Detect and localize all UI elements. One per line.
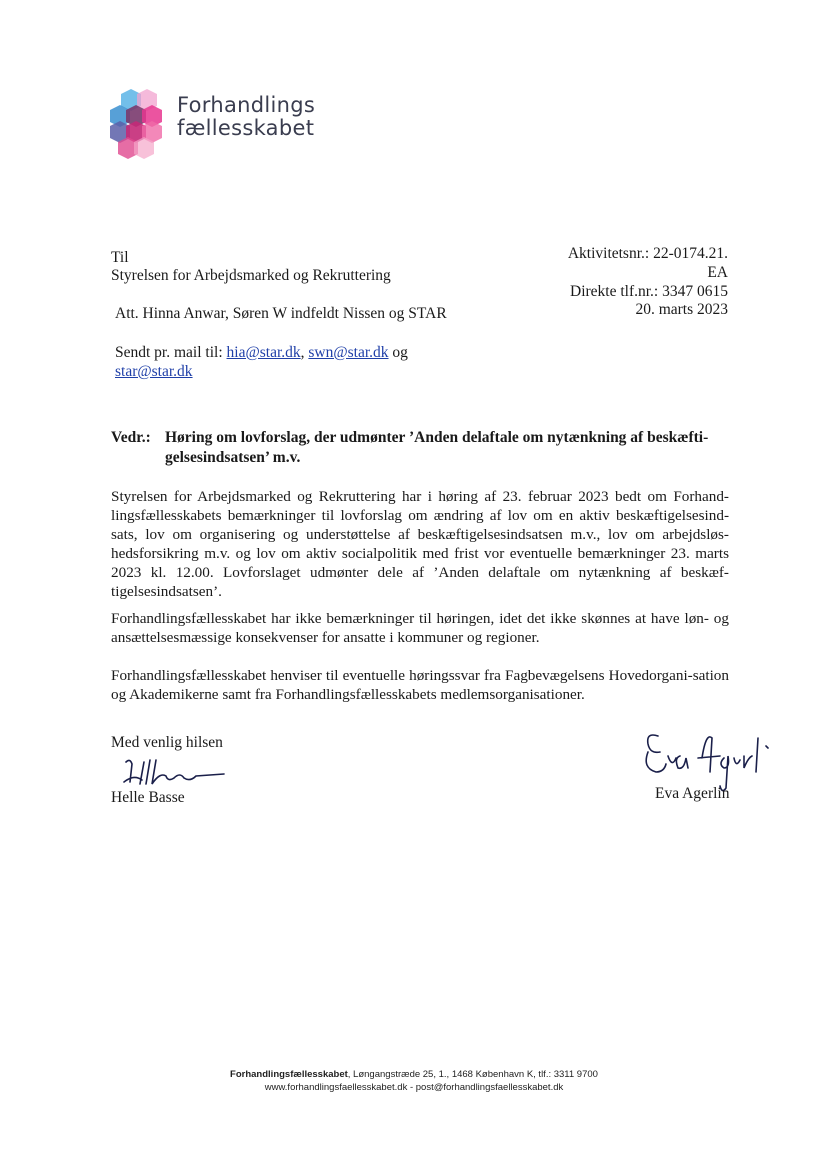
footer-org-name: Forhandlingsfællesskabet	[230, 1069, 348, 1080]
closing-greeting: Med venlig hilsen	[111, 734, 223, 751]
email-link-hia[interactable]: hia@star.dk	[226, 344, 301, 361]
sent-prefix: Sendt pr. mail til:	[115, 344, 227, 361]
footer-line-2: www.forhandlingsfaellesskabet.dk - post@forhandlingsfaellesskabet.dk	[264, 1082, 564, 1093]
signer-name-2: Eva Agerlin	[655, 785, 730, 802]
sent-by-mail-line2	[115, 362, 193, 381]
logo-wordmark	[177, 94, 315, 140]
body-paragraph-1: Styrelsen for Arbejdsmarked og Rekruttering har i høring af 23. februar 2023 bedt om Forhand-lingsfællesskabets bemærkninger til lovforslag om ændring af lov om en aktiv beskæftigelsesind-sats, lov om organisering og understøttelse af beskæftigelsesindsatsen m.v., lov om arbejdsløs-hedsforsikring m.v. og lov om aktiv socialpolitik med frist vor eventuelle bemærkninger 23. marts 2023 kl. 12.00. Lovforslaget udmønter dele af ’Anden delaftale om nytænkning af beskæf-tigelsesindsatsen’.	[111, 488, 729, 600]
logo-line2: fællesskabet	[177, 116, 315, 140]
signer-name-1: Helle Basse	[111, 789, 185, 806]
email-link-star[interactable]: star@star.dk	[115, 363, 193, 380]
hexagon-logo-icon	[107, 86, 169, 164]
letter-date: 20. marts 2023	[635, 301, 728, 318]
attention-line: Att. Hinna Anwar, Søren W indfeldt Nissen og STAR	[115, 305, 447, 322]
body-paragraph-2: Forhandlingsfællesskabet har ikke bemærkninger til høringen, idet det ikke skønnes at have løn- og ansættelsesmæssige konsekvenser for ansatte i kommuner og regioner.	[111, 610, 729, 646]
email-link-swn[interactable]: swn@star.dk	[308, 344, 389, 361]
subject-text: Høring om lovforslag, der udmønter ’Anden delaftale om nytænkning af beskæfti-gelsesindsatsen’ m.v.	[165, 429, 709, 466]
logo-line1: Forhandlings	[177, 93, 316, 117]
direct-phone: Direkte tlf.nr.: 3347 0615	[570, 283, 728, 300]
initials: EA	[707, 264, 728, 281]
sent-by-mail-line	[115, 343, 475, 362]
subject-label: Vedr.:	[111, 429, 151, 446]
body-paragraph-3: Forhandlingsfællesskabet henviser til eventuelle høringssvar fra Fagbevægelsens Hovedorgani-sation og Akademikerne samt fra Forhandlingsfællesskabets medlemsorganisationer.	[111, 667, 729, 703]
organisation-logo	[107, 86, 367, 166]
footer-address: , Løngangstræde 25, 1., 1468 København K, tlf.: 3311 9700	[347, 1069, 598, 1080]
footer-line-1	[0, 1069, 828, 1081]
activity-number: Aktivitetsnr.: 22-0174.21.	[567, 245, 728, 262]
email-separator: og	[388, 344, 408, 361]
to-label: Til	[111, 249, 129, 266]
recipient-organisation: Styrelsen for Arbejdsmarked og Rekruttering	[111, 267, 391, 284]
email-separator: ,	[300, 344, 309, 361]
helle-basse-signature	[120, 752, 230, 790]
